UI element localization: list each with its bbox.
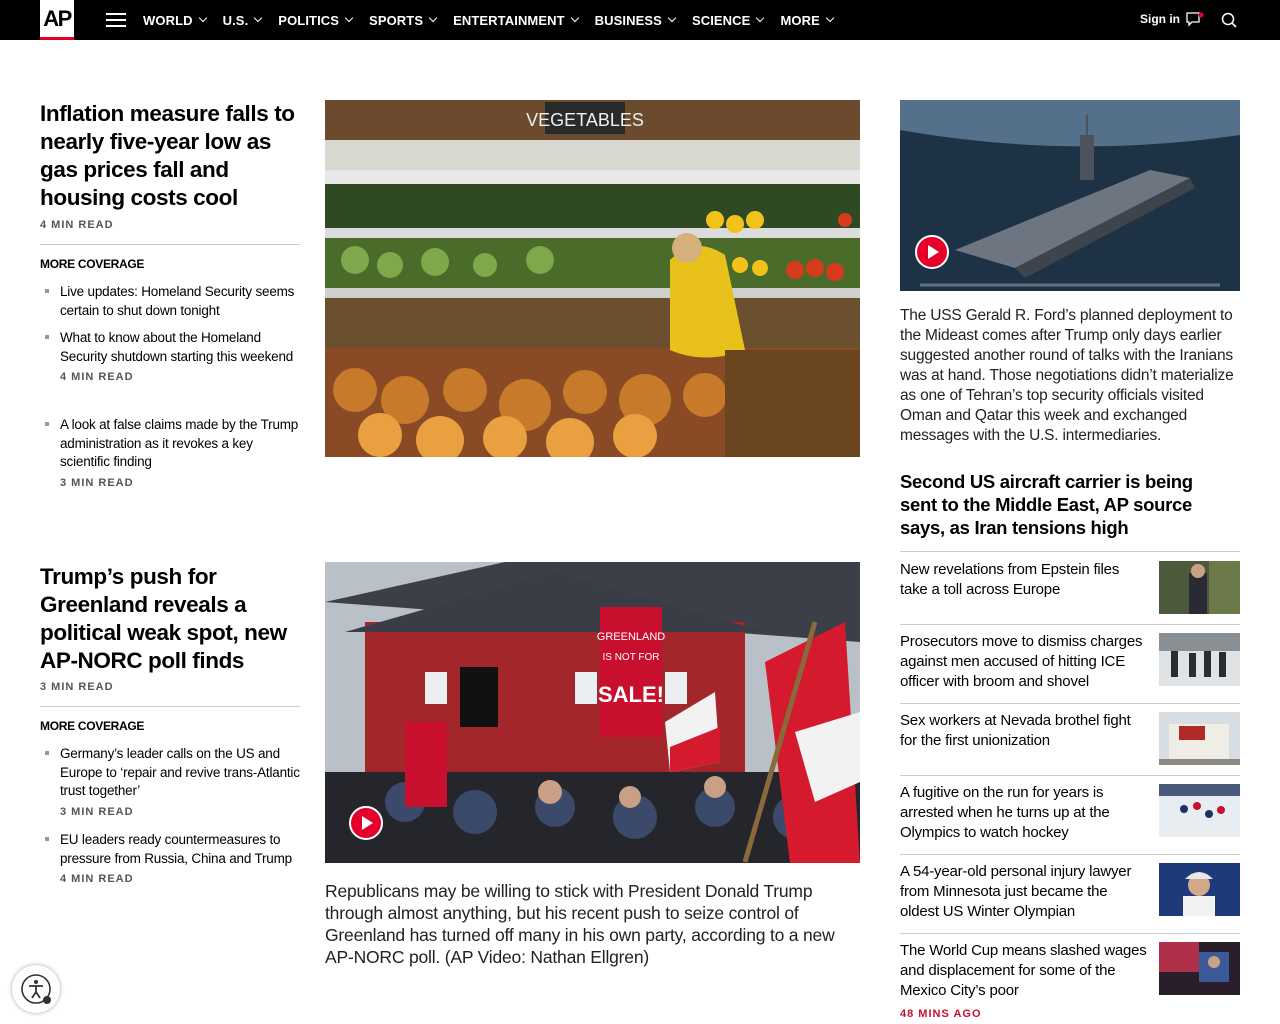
- coverage-item[interactable]: [40, 283, 300, 320]
- coverage-link[interactable]: A look at false claims made by the Trump administration as it revokes a key scientific finding: [60, 417, 299, 469]
- protest-sign-text: GREENLAND: [596, 631, 666, 643]
- top-navigation-bar: [0, 0, 1280, 40]
- divider: [40, 244, 300, 245]
- lead-story-headline[interactable]: Trump’s push for Greenland reveals a political weak spot, new AP-NORC poll finds: [40, 564, 287, 673]
- story-link-nevada-brothel[interactable]: Sex workers at Nevada brothel fight for the first unionization: [900, 712, 1131, 749]
- nav-us[interactable]: U.S.: [223, 13, 262, 28]
- accessibility-icon: [20, 973, 52, 1005]
- coverage-link[interactable]: What to know about the Homeland Security shutdown starting this weekend: [60, 330, 294, 364]
- nav-science[interactable]: SCIENCE: [692, 13, 764, 28]
- bullet: [45, 335, 49, 339]
- timestamp: 48 MINS AGO: [900, 1008, 982, 1020]
- aircraft-carrier-video[interactable]: [900, 100, 1240, 291]
- coverage-item[interactable]: [40, 329, 300, 383]
- play-video-button[interactable]: [915, 235, 949, 269]
- story-thumbnail[interactable]: [1159, 561, 1240, 614]
- search-icon[interactable]: [1221, 12, 1237, 28]
- nav-sports[interactable]: SPORTS: [369, 13, 436, 28]
- bullet: [45, 751, 49, 755]
- divider: [900, 854, 1240, 855]
- nav-world[interactable]: WORLD: [143, 13, 206, 28]
- chevron-down-icon: [345, 14, 353, 22]
- divider: [900, 624, 1240, 625]
- divider: [900, 551, 1240, 552]
- vegetables-sign: VEGETABLES: [526, 110, 644, 130]
- play-video-button[interactable]: [349, 806, 383, 840]
- read-time: 4 MIN READ: [60, 371, 134, 383]
- story-link-epstein[interactable]: New revelations from Epstein files take a toll across Europe: [900, 561, 1120, 598]
- read-time: 4 MIN READ: [40, 219, 114, 231]
- ap-logo[interactable]: [40, 0, 74, 40]
- hamburger-menu-icon[interactable]: [106, 13, 126, 27]
- story-thumbnail[interactable]: [1159, 942, 1240, 995]
- grocery-store-photo[interactable]: [325, 100, 860, 457]
- chevron-down-icon: [570, 14, 578, 22]
- divider: [900, 703, 1240, 704]
- coverage-item[interactable]: [40, 416, 300, 489]
- bullet: [45, 289, 49, 293]
- chevron-down-icon: [429, 14, 437, 22]
- chevron-down-icon: [756, 14, 764, 22]
- coverage-link[interactable]: EU leaders ready countermeasures to pressure from Russia, China and Trump: [60, 832, 292, 866]
- bullet: [45, 422, 49, 426]
- video-caption: Republicans may be willing to stick with President Donald Trump through almost anything, but his recent push to seize control of Greenland has turned off many in his own party, according to a new AP-NORC poll. (AP Video: Nathan Ellgren): [325, 881, 835, 967]
- story-thumbnail[interactable]: [1159, 633, 1240, 686]
- story-link-oldest-olympian[interactable]: A 54-year-old personal injury lawyer from Minnesota just became the oldest US Winter Olympian: [900, 863, 1132, 920]
- coverage-item[interactable]: [40, 831, 300, 885]
- chevron-down-icon: [254, 14, 262, 22]
- logo-text: AP: [43, 5, 71, 31]
- nav-politics[interactable]: POLITICS: [278, 13, 352, 28]
- coverage-item[interactable]: [40, 745, 300, 818]
- accessibility-button[interactable]: [12, 965, 60, 1013]
- story-link-fugitive-hockey[interactable]: A fugitive on the run for years is arrested when he turns up at the Olympics to watch hockey: [900, 784, 1110, 841]
- read-time: 3 MIN READ: [60, 805, 134, 818]
- coverage-link[interactable]: Live updates: Homeland Security seems certain to shut down tonight: [60, 284, 295, 318]
- story-thumbnail[interactable]: [1159, 863, 1240, 916]
- read-time: 3 MIN READ: [40, 681, 114, 693]
- chevron-down-icon: [198, 14, 206, 22]
- chevron-down-icon: [826, 14, 834, 22]
- divider: [900, 933, 1240, 934]
- more-coverage-label: MORE COVERAGE: [40, 257, 145, 271]
- protest-sign-text: IS NOT FOR: [602, 652, 660, 663]
- video-caption: The USS Gerald R. Ford’s planned deployment to the Mideast comes after Trump only days earlier suggested another round of talks with the Iranians was at hand. Those negotiations didn’t materialize as one of Tehran’s top security officials visited Oman and Qatar this week and exchanged messages with the U.S. intermediaries.: [900, 307, 1234, 444]
- nav-more[interactable]: MORE: [780, 13, 832, 28]
- nav-business[interactable]: BUSINESS: [595, 13, 675, 28]
- nav-entertainment[interactable]: ENTERTAINMENT: [453, 13, 578, 28]
- lead-story-headline[interactable]: Inflation measure falls to nearly five-year low as gas prices fall and housing costs cool: [40, 101, 295, 210]
- chat-notification-icon[interactable]: [1186, 12, 1204, 27]
- story-link-ice-officer[interactable]: Prosecutors move to dismiss charges against men accused of hitting ICE officer with broom and shovel: [900, 633, 1143, 690]
- bullet: [45, 837, 49, 841]
- read-time: 3 MIN READ: [60, 476, 134, 489]
- protest-sign-text: SALE!: [598, 682, 664, 707]
- sign-in-link[interactable]: Sign in: [1140, 12, 1180, 26]
- story-thumbnail[interactable]: [1159, 712, 1240, 765]
- chevron-down-icon: [668, 14, 676, 22]
- carrier-story-headline[interactable]: Second US aircraft carrier is being sent to the Middle East, AP source says, as Iran tensions high: [900, 471, 1193, 538]
- divider: [40, 706, 300, 707]
- story-thumbnail[interactable]: [1159, 784, 1240, 837]
- divider: [900, 775, 1240, 776]
- read-time: 4 MIN READ: [60, 873, 134, 885]
- main-nav: [143, 0, 850, 40]
- coverage-link[interactable]: Germany’s leader calls on the US and Europe to ‘repair and revive trans-Atlantic trust together’: [60, 746, 300, 798]
- greenland-protest-video[interactable]: [325, 562, 860, 863]
- story-link-world-cup-mexico[interactable]: The World Cup means slashed wages and displacement for some of the Mexico City’s poor: [900, 942, 1147, 999]
- more-coverage-label: MORE COVERAGE: [40, 719, 145, 733]
